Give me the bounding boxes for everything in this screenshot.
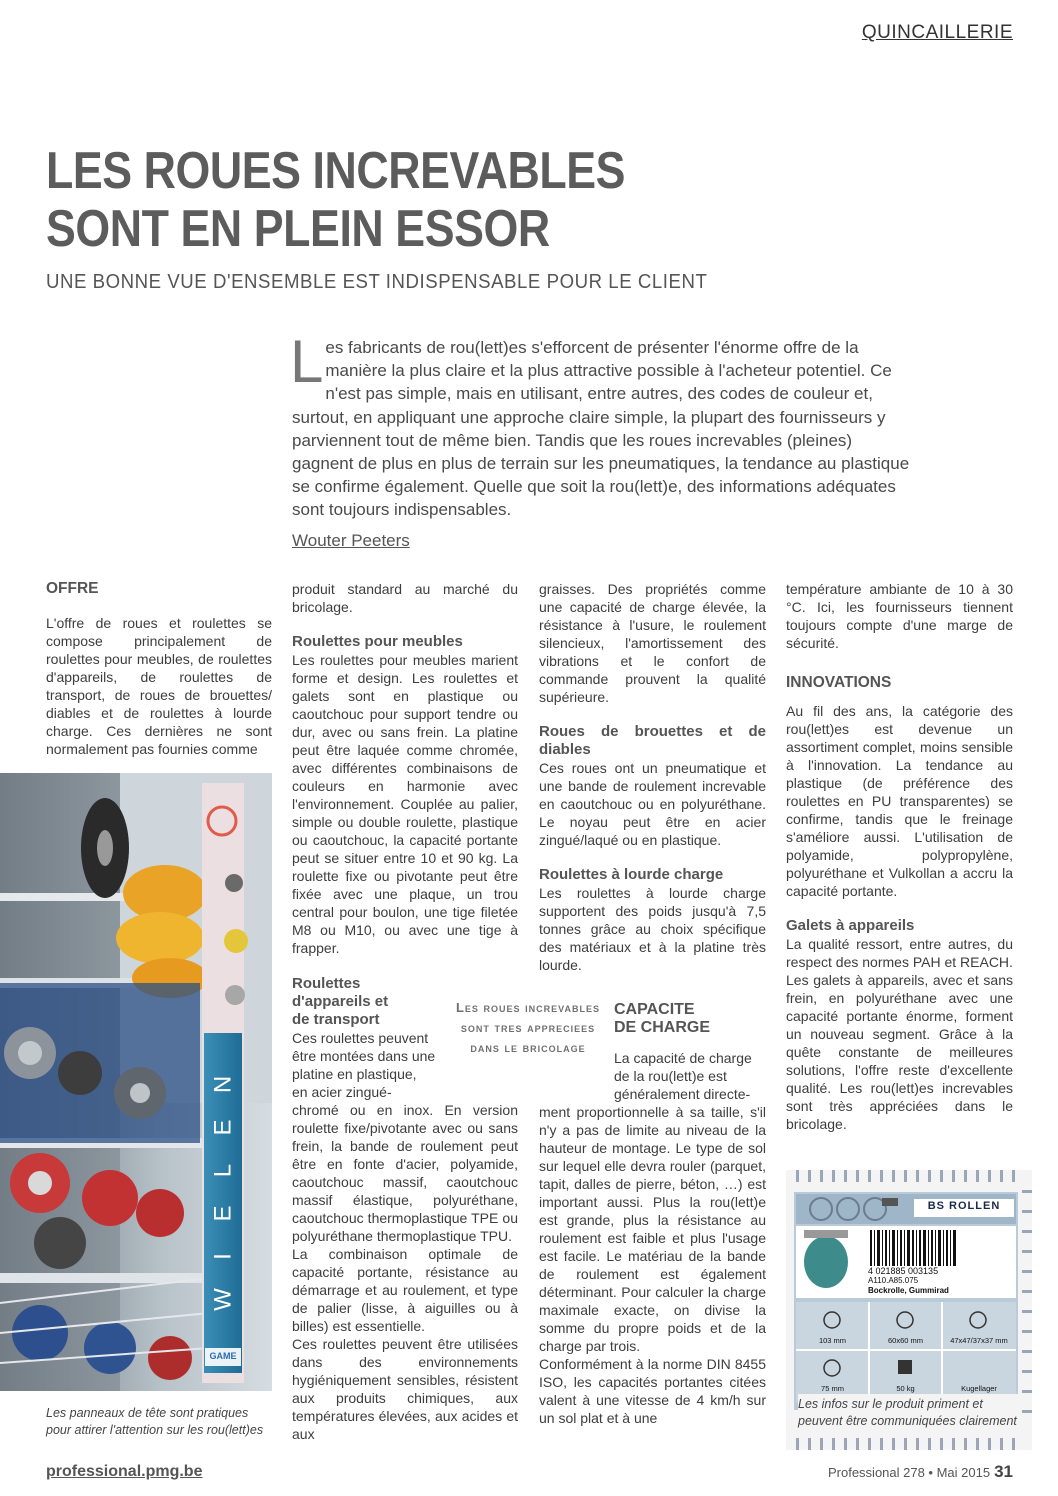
sign-letters <box>203 1063 243 1321</box>
paragraph-offre: L'offre de roues et roulettes se compose principalement de roulettes pour meubles, de roulettes d'appareils, de roulettes de transport, de roues de brouettes/ diables et de roulettes à lourde charge. Ces dernières ne sont normalement pas fournies comme <box>46 615 272 757</box>
product-label-photo <box>786 1170 1032 1450</box>
pull-quote: Les roues increvables sont tres appreciees dans le bricolage <box>455 1000 600 1055</box>
label-spec-holes: 47x47/37x37 mm <box>950 1336 1008 1345</box>
drop-cap: L <box>290 328 324 395</box>
paragraph-appareils-line-2: être montées dans une <box>292 1048 436 1064</box>
title-line-1: LES ROUES INCREVABLES <box>46 142 626 200</box>
capacite-main-block <box>539 1103 766 1427</box>
narrow-paragraph-block <box>292 1029 442 1101</box>
label-caption: Les infos sur le produit priment et peuvent être communiquées clairement <box>798 1394 1020 1430</box>
label-spec-diameter: 103 mm <box>818 1336 847 1345</box>
label-brand: BS ROLLEN <box>927 1200 1001 1212</box>
paragraph-galets-2: Les galets à appareils, avec et sans frein, en polyuréthane avec une capacité portante énorme, forment un nouveau segment. Grâce à la quête constante de meilleures solutions, l'offre reste d'excellente qualité. Les rou(lett)es increvables sont très appréciées dans le bricolage. <box>786 972 1013 1132</box>
paragraph-temperature: température ambiante de 10 à 30 °C. Ici, les fournisseurs tiennent toujours compte d'une marge de sécurité. <box>786 581 1013 651</box>
sign-letter: W <box>209 1288 237 1311</box>
game-logo: GAME <box>209 1351 237 1361</box>
paragraph-innovations: Au fil des ans, la catégorie des rou(lett)es est devenue un assortiment complet, moins sensible à l'innovation. La tendance au plastique (de préférence des roulettes en PU transparentes) se confirme, tandis que le freinage s'améliore aussi. L'utilisation de polyamide, polypropylène, polyuréthane et Vulkollan a accru la capacité portante. <box>786 703 1013 899</box>
heading-offre: OFFRE <box>46 580 99 597</box>
intro-paragraph <box>290 328 917 522</box>
paragraph-capacite-line-2: de la rou(lett)e est <box>614 1068 727 1084</box>
paragraph-capacite: ment proportionnelle à sa taille, s'il n'y a pas de limite au niveau de la hauteur de montage. Le type de sol sur lequel elle devra rouler (parquet, tapit, dalles de pierre, béton, …) est important aussi. Plus la rou(lett)e est grande, plus la résistance au roulement est faible et plus l'usage est facile. Le matériau de la bande de roulement est également déterminant. Pour calculer la charge maximale exacte, on divise la somme du propre poids et de la charge par trois. <box>539 1104 766 1354</box>
heading-roulettes-meubles: Roulettes pour meubles <box>292 633 463 650</box>
label-spec-wheel: 75 mm <box>821 1384 844 1393</box>
paragraph-lourde-charge: Les roulettes à lourde charge supportent des poids jusqu'à 7,5 tonnes grâce au choix spécifique des matériaux et à la platine très lourde. <box>539 885 766 973</box>
footer-issue <box>828 1462 1013 1482</box>
capacite-narrow-block <box>614 1049 766 1103</box>
paragraph-utilisees: Ces roulettes peuvent être utilisées dans des environnements hygiéniquement sensibles, résistent aux produits chimiques, aux températures élevées, aux acides et aux <box>292 1336 518 1442</box>
sign-letter: N <box>209 1075 237 1094</box>
column-4 <box>786 580 1013 1133</box>
footer-website[interactable]: professional.pmg.be <box>46 1463 203 1480</box>
paragraph-appareils-line-4: en acier zingué- <box>292 1084 392 1100</box>
heading-appareils-line-3: de transport <box>292 1011 380 1028</box>
article-subtitle: UNE BONNE VUE D'ENSEMBLE EST INDISPENSABLE POUR LE CLIENT <box>46 271 708 293</box>
heading-innovations: INNOVATIONS <box>786 674 892 691</box>
heading-brouettes: Roues de brouettes et de diables <box>539 723 766 758</box>
paragraph-combinaison: La combinaison optimale de capacité portante, résistance au démarrage et au roulement, et type de palier (lisse, à aiguilles ou à billes) est essentielle. <box>292 1246 518 1334</box>
store-display-photo <box>0 773 272 1391</box>
sign-letter: E <box>209 1205 237 1222</box>
heading-galets: Galets à appareils <box>786 917 915 934</box>
paragraph-roulettes-meubles: Les roulettes pour meubles marient forme et design. Les roulettes et galets sont en plastique ou caoutchouc pour support tendre ou dur, avec ou sans frein. La platine peut être laquée comme chromée, avec différentes combinaisons de couleurs en harmonie avec l'environnement. Couplée au palier, simple ou double roulette, plastique ou caoutchouc, la capacité portante peut se situer entre 10 et 90 kg. La roulette fixe ou pivotante peut être fixée avec une plaque, un trou central pour boulon, une tige filetée M8 ou M10, ou avec une tige à frapper. <box>292 652 518 956</box>
paragraph-appareils-line-1: Ces roulettes peuvent <box>292 1030 429 1046</box>
paragraph-galets-1: La qualité ressort, entre autres, du respect des normes PAH et REACH. <box>786 936 1013 970</box>
sign-text-wielen <box>203 1063 243 1321</box>
heading-appareils-line-1: Roulettes <box>292 975 361 992</box>
paragraph-capacite-line-3: généralement directe- <box>614 1086 751 1102</box>
column-1 <box>46 580 272 758</box>
label-spec-plate: 60x60 mm <box>887 1336 923 1345</box>
heading-capacite <box>614 1001 710 1037</box>
heading-appareils-line-2: d'appareils et <box>292 993 389 1010</box>
heading-lourde-charge: Roulettes à lourde charge <box>539 866 724 883</box>
paragraph-appareils-line-3: platine en plastique, <box>292 1066 417 1082</box>
intro-text: es fabricants de rou(lett)es s'efforcent de présenter l'énorme offre de la manière la plus claire et la plus attractive possible à l'acheteur potentiel. Ce n'est pas simple, mais en utilisant, entre autres, des codes de couleur et, surtout, en appliquant une approche claire simple, la plupart des fournisseurs y parviennent tout de même bien. Tandis que les roues increvables (pleines) gagnent de plus en plus de terrain sur les pneumatiques, la tendance au plastique se confirme également. Quelle que soit la rou(lett)e, des informations adéquates sont toujours indispensables. <box>292 338 910 520</box>
paragraph-din: Conformément à la norme DIN 8455 ISO, les capacités portantes citées valent à une vitesse de 4 km/h sur un sol plat et à une <box>539 1356 766 1426</box>
label-product-name: Bockrolle, Gummirad <box>868 1286 949 1295</box>
column-3 <box>539 580 766 974</box>
sign-letter: L <box>209 1163 237 1178</box>
paragraph-graisses: graisses. Des propriétés comme une capacité de charge élevée, la résistance à l'usure, le roulement silencieux, l'amortissement des vibrations et le confort de commande prouvent la qualité supérieure. <box>539 581 766 705</box>
label-spec-bearing: Kugellager <box>961 1384 997 1393</box>
label-spec-load: 50 kg <box>896 1384 915 1393</box>
sign-letter: I <box>209 1253 237 1260</box>
paragraph-brouettes: Ces roues ont un pneumatique et une bande de roulement increvable en caoutchouc ou en polyuréthane. Le noyau peut être en acier zingué/laqué ou en plastique. <box>539 760 766 848</box>
sign-letter: E <box>209 1119 237 1136</box>
title-line-2: SONT EN PLEIN ESSOR <box>46 200 550 258</box>
heading-capacite-line-1: CAPACITE <box>614 1001 695 1018</box>
author-byline: Wouter Peeters <box>292 531 410 550</box>
paragraph-bricolage: produit standard au marché du bricolage. <box>292 581 518 615</box>
footer-issue-text: Professional 278 • Mai 2015 <box>827 1465 991 1480</box>
article-title <box>46 142 625 258</box>
label-product-code: A110.A85.075 <box>868 1276 919 1285</box>
section-tag: QUINCAILLERIE <box>861 22 1013 43</box>
paragraph-appareils: chromé ou en inox. En version roulette fixe/pivotante avec ou sans frein, la bande de roulement peut être en fonte d'acier, polyamide, caoutchouc massif, caoutchouc massif élastique, polyuréthane, caoutchouc thermoplastique TPE ou polyuréthane thermoplastique TPU. <box>292 1102 518 1244</box>
photo-caption: Les panneaux de tête sont pratiques pour attirer l'attention sur les rou(lett)es <box>46 1406 264 1437</box>
heading-capacite-line-2: DE CHARGE <box>614 1019 711 1036</box>
paragraph-capacite-line-1: La capacité de charge <box>614 1050 752 1066</box>
page-number: 31 <box>994 1462 1013 1481</box>
label-barcode-number: 4 021885 003135 <box>868 1266 939 1276</box>
